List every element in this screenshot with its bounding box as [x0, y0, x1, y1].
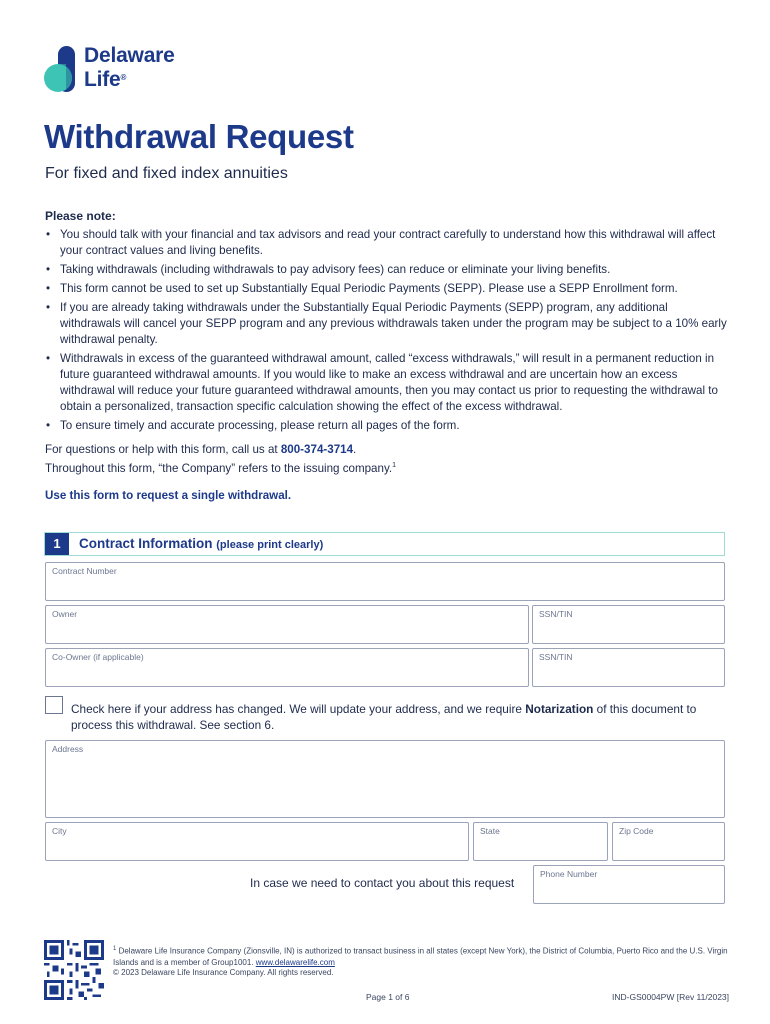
help-suffix: . — [353, 443, 357, 456]
logo-line1: Delaware — [84, 44, 175, 67]
website-link[interactable]: www.delawarelife.com — [255, 957, 335, 967]
delaware-life-logo-mark-icon — [44, 44, 78, 96]
owner-ssn-label: SSN/TIN — [539, 609, 573, 619]
note-item: • If you are already taking withdrawals under the Substantially Equal Periodic Payments (SEPP) program, any additional withdrawals will cancel your SEPP program and any previous withdrawals taken under the program may be subject to a 10% early withdrawal penalty. — [45, 300, 731, 348]
owner-ssn-field[interactable] — [532, 605, 725, 644]
page-title: Withdrawal Request — [44, 118, 354, 155]
note-item: • Withdrawals in excess of the guaranteed withdrawal amount, called “excess withdrawals,” will result in a permanent reduction in future guaranteed withdrawal amounts. If you would like to make an excess withdrawal and are uncertain how an excess withdrawal will reduce your future guaranteed withdrawal amounts, then you may contact us prior to requesting the withdrawal to obtain a personalized, transaction specific calculation showing the effect of the excess withdrawal. — [45, 351, 731, 415]
address-changed-checkbox[interactable] — [45, 696, 63, 714]
notes-list — [45, 227, 731, 437]
state-field[interactable] — [473, 822, 608, 861]
help-prefix: For questions or help with this form, call us at — [45, 443, 281, 456]
section-number: 1 — [45, 533, 69, 555]
phone-number-label: Phone Number — [540, 869, 598, 879]
section-title-main: Contract Information — [79, 536, 213, 551]
help-text — [45, 442, 396, 477]
use-form-instruction: Use this form to request a single withdrawal. — [45, 489, 292, 502]
note-item: • To ensure timely and accurate processing, please return all pages of the form. — [45, 418, 731, 434]
qr-code-icon — [44, 940, 104, 1000]
contact-note: In case we need to contact you about this request — [250, 876, 515, 890]
phone-number-field[interactable] — [533, 865, 725, 904]
address-check-notarization: Notarization — [525, 702, 594, 716]
co-owner-label: Co-Owner (if applicable) — [52, 652, 144, 662]
page-subtitle: For fixed and fixed index annuities — [45, 165, 288, 182]
address-check-suffix: of this document to process this withdrawal. See section 6. — [71, 702, 697, 732]
state-label: State — [480, 826, 500, 836]
owner-field[interactable] — [45, 605, 529, 644]
address-check-prefix: Check here if your address has changed. We will update your address, and we require — [71, 702, 526, 716]
address-field[interactable] — [45, 740, 725, 818]
copyright: © 2023 Delaware Life Insurance Company. All rights reserved. — [113, 968, 334, 977]
footnote-text: Delaware Life Insurance Company (Zionsville, IN) is authorized to transact business in all states (except New York), the District of Columbia, Puerto Rico and the U.S. Virgin Islands and is a member of Group1001. — [113, 946, 728, 967]
co-owner-field[interactable] — [45, 648, 529, 687]
note-heading: Please note: — [45, 209, 116, 223]
contract-number-field[interactable] — [45, 562, 725, 601]
help-phone[interactable]: 800-374-3714 — [280, 443, 354, 456]
address-changed-text — [71, 701, 726, 733]
owner-label: Owner — [52, 609, 78, 619]
co-owner-ssn-field[interactable] — [532, 648, 725, 687]
note-item: • This form cannot be used to set up Substantially Equal Periodic Payments (SEPP). Please use a SEPP Enrollment form. — [45, 281, 731, 297]
note-item: • You should talk with your financial and tax advisors and read your contract carefully to understand how this withdrawal will affect your contract values and living benefits. — [45, 227, 731, 259]
page-number: Page 1 of 6 — [366, 992, 410, 1002]
logo-line2: Life — [84, 68, 121, 91]
section-title — [79, 536, 323, 551]
footnote — [113, 944, 728, 968]
city-label: City — [52, 826, 67, 836]
section-header — [44, 532, 725, 556]
city-field[interactable] — [45, 822, 469, 861]
delaware-life-logo — [44, 44, 224, 96]
section-title-sub: (please print clearly) — [216, 539, 324, 551]
address-label: Address — [52, 744, 84, 754]
form-id: IND-GS0004PW [Rev 11/2023] — [612, 992, 730, 1002]
zip-code-field[interactable] — [612, 822, 725, 861]
logo-wordmark — [84, 45, 175, 91]
note-item: • Taking withdrawals (including withdrawals to pay advisory fees) can reduce or eliminate your living benefits. — [45, 262, 731, 278]
zip-code-label: Zip Code — [619, 826, 654, 836]
contract-number-label: Contract Number — [52, 566, 117, 576]
logo-registered-mark: ® — [120, 73, 127, 82]
footnote-mark: 1 — [113, 946, 117, 952]
footnote-ref: 1 — [392, 462, 397, 469]
company-definition: Throughout this form, “the Company” refers to the issuing company. — [45, 461, 393, 475]
co-owner-ssn-label: SSN/TIN — [539, 652, 573, 662]
